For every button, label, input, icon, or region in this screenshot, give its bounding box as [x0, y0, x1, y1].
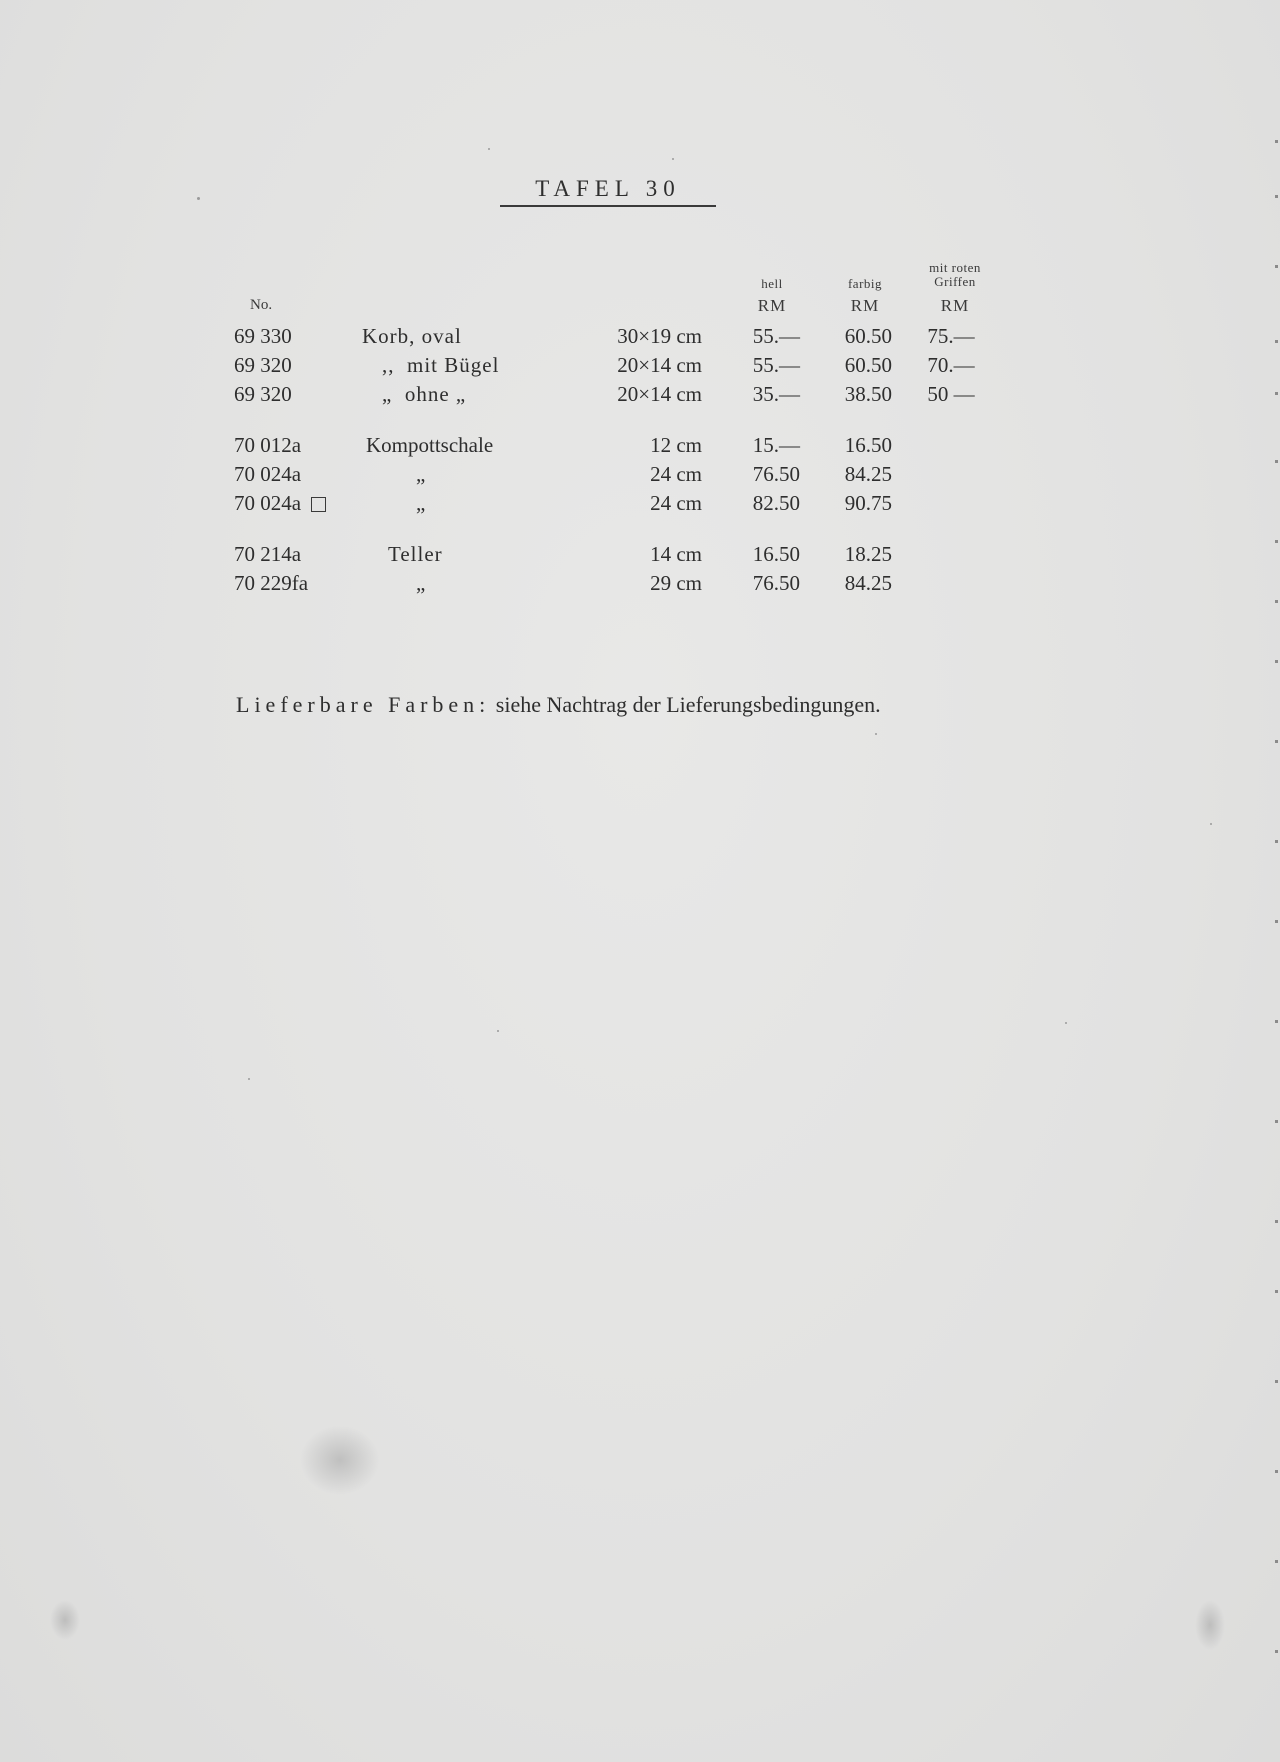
edge-mark	[1275, 600, 1278, 603]
edge-mark	[1275, 1380, 1278, 1383]
paper-speck	[875, 733, 877, 735]
paper-speck	[197, 197, 200, 200]
edge-mark	[1275, 1560, 1278, 1563]
paper-speck	[248, 1078, 250, 1080]
edge-mark	[1275, 340, 1278, 343]
row-2-price-hell: 55.—	[752, 353, 800, 377]
row-4-description: Kompottschale	[366, 433, 494, 457]
header-mit-roten-griffen	[915, 261, 995, 289]
available-colors-note	[236, 692, 881, 718]
row-1-price-farbig: 60.50	[844, 324, 892, 348]
header-griffen-line2: Griffen	[934, 274, 976, 289]
row-3-price-griffen: 50 —	[927, 382, 975, 406]
row-6-number-text: 70 024a	[234, 491, 302, 515]
paper-speck	[672, 158, 674, 160]
paper-smudge	[50, 1600, 80, 1640]
row-6-size: 24 cm	[650, 491, 702, 515]
row-3-number: 69 320	[234, 382, 292, 406]
paper-speck	[1210, 823, 1212, 825]
row-6-price-hell: 82.50	[752, 491, 800, 515]
edge-mark	[1275, 660, 1278, 663]
row-5-size: 24 cm	[650, 462, 702, 486]
row-2-price-griffen: 70.—	[927, 353, 975, 377]
edge-mark	[1275, 1290, 1278, 1293]
paper-speck	[497, 1030, 499, 1032]
row-8-price-hell: 76.50	[752, 571, 800, 595]
row-1-size: 30×19 cm	[617, 324, 702, 348]
row-7-price-hell: 16.50	[752, 542, 800, 566]
row-7-price-farbig: 18.25	[844, 542, 892, 566]
row-7-size: 14 cm	[650, 542, 702, 566]
row-4-size: 12 cm	[650, 433, 702, 457]
row-3-description: „ ohne „	[382, 382, 467, 406]
row-6-number	[234, 491, 326, 516]
edge-mark	[1275, 1470, 1278, 1473]
edge-mark	[1275, 840, 1278, 843]
row-2-price-farbig: 60.50	[844, 353, 892, 377]
header-griffen-line1: mit roten	[929, 260, 981, 275]
row-3-price-farbig: 38.50	[844, 382, 892, 406]
header-no: No.	[250, 297, 273, 313]
edge-mark	[1275, 1220, 1278, 1223]
row-3-price-hell: 35.—	[752, 382, 800, 406]
edge-mark	[1275, 392, 1278, 395]
row-2-number: 69 320	[234, 353, 292, 377]
page-title: TAFEL 30	[535, 176, 681, 201]
edge-mark	[1275, 740, 1278, 743]
header-rm-griffen: RM	[940, 296, 970, 315]
paper-smudge	[1195, 1600, 1225, 1650]
row-8-size: 29 cm	[650, 571, 702, 595]
row-7-description: Teller	[388, 542, 443, 566]
header-rm-hell: RM	[757, 296, 787, 315]
paper-speck	[488, 148, 490, 150]
edge-mark	[1275, 920, 1278, 923]
edge-mark	[1275, 460, 1278, 463]
edge-mark	[1275, 1650, 1278, 1653]
square-symbol-icon	[311, 497, 326, 512]
title-underline	[500, 205, 716, 207]
row-8-price-farbig: 84.25	[844, 571, 892, 595]
edge-mark	[1275, 1020, 1278, 1023]
edge-mark	[1275, 195, 1278, 198]
row-7-number: 70 214a	[234, 542, 302, 566]
row-1-price-griffen: 75.—	[927, 324, 975, 348]
edge-mark	[1275, 1120, 1278, 1123]
row-4-price-farbig: 16.50	[844, 433, 892, 457]
paper-speck	[1065, 1022, 1067, 1024]
row-6-price-farbig: 90.75	[844, 491, 892, 515]
header-farbig: farbig	[847, 276, 883, 291]
row-8-description: „	[416, 571, 426, 595]
available-colors-text: siehe Nachtrag der Lieferungsbedingungen.	[490, 692, 881, 717]
row-5-price-hell: 76.50	[752, 462, 800, 486]
row-5-description: „	[416, 462, 426, 486]
row-2-size: 20×14 cm	[617, 353, 702, 377]
row-8-number: 70 229fa	[234, 571, 309, 595]
row-1-price-hell: 55.—	[752, 324, 800, 348]
available-colors-label: Lieferbare Farben:	[236, 692, 491, 717]
row-2-description: ,, mit Bügel	[382, 353, 500, 377]
row-5-number: 70 024a	[234, 462, 302, 486]
paper-smudge	[300, 1425, 380, 1495]
edge-mark	[1275, 540, 1278, 543]
edge-mark	[1275, 140, 1278, 143]
row-4-number: 70 012a	[234, 433, 302, 457]
row-1-number: 69 330	[234, 324, 292, 348]
row-6-description: „	[416, 491, 426, 515]
row-1-description: Korb, oval	[362, 324, 462, 348]
row-3-size: 20×14 cm	[617, 382, 702, 406]
header-rm-farbig: RM	[850, 296, 880, 315]
edge-mark	[1275, 265, 1278, 268]
row-4-price-hell: 15.—	[752, 433, 800, 457]
row-5-price-farbig: 84.25	[844, 462, 892, 486]
header-hell: hell	[761, 276, 783, 291]
